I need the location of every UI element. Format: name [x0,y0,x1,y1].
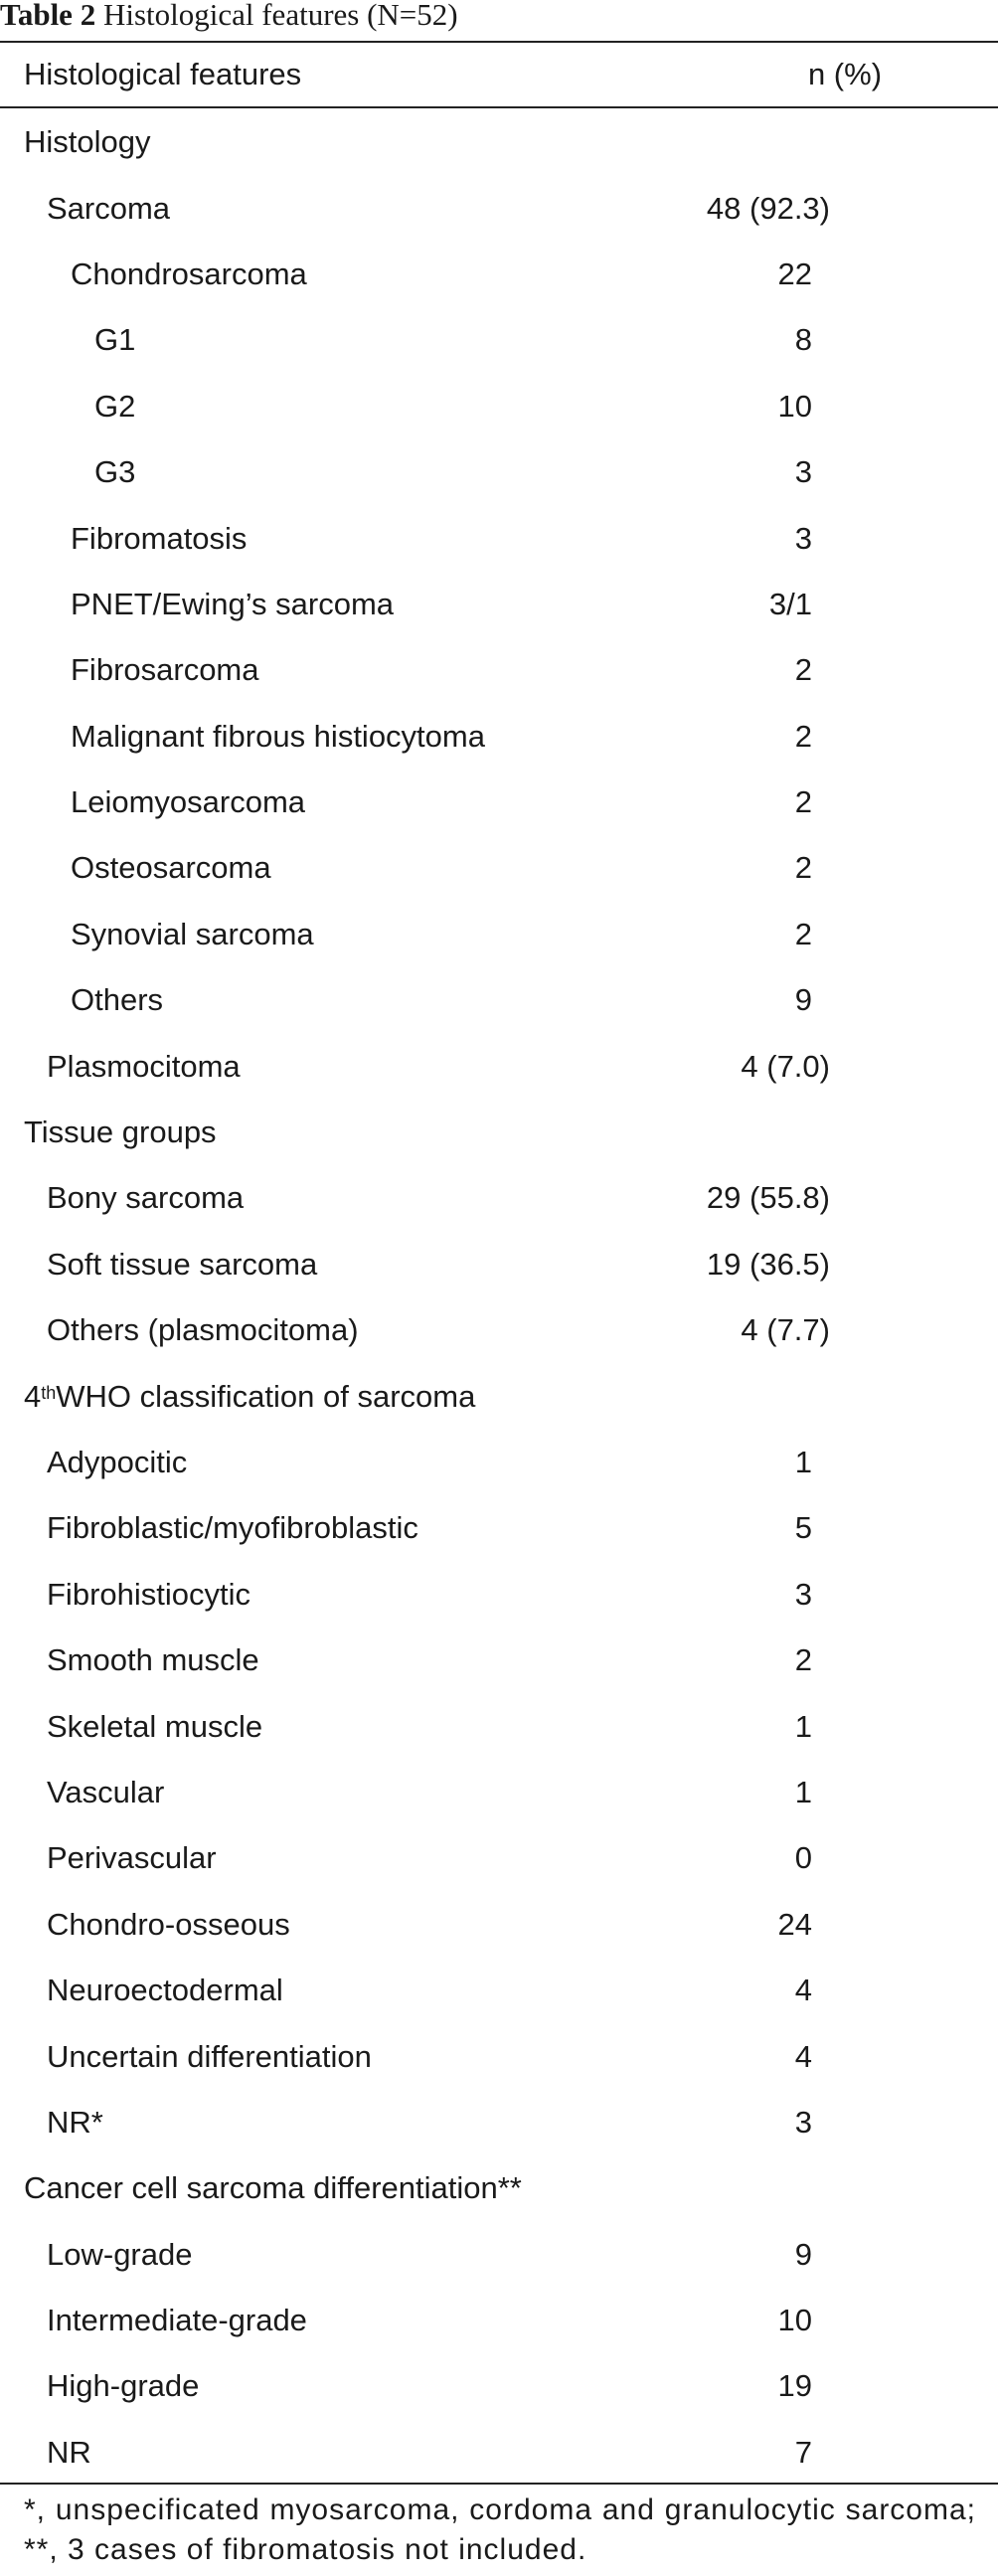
row-label [47,1562,250,1628]
table-row [0,902,998,967]
row-label-text: Fibrohistiocytic [47,1576,250,1612]
row-label-text: Adypocitic [47,1445,188,1479]
table-row [0,2155,998,2221]
row-value: 2 [794,718,812,754]
table-row [0,704,998,770]
row-label [71,835,271,901]
section-heading [24,1100,217,1165]
row-value: 19 [777,2368,812,2404]
row-label [47,1033,241,1099]
row-label [47,2222,192,2288]
table-row [0,175,998,241]
row-label-text: Plasmocitoma [47,1048,241,1084]
table-row [0,1100,998,1165]
row-value: 19 (36.5) [706,1246,830,1282]
row-label [47,175,170,241]
row-label-text: Malignant fibrous histiocytoma [71,718,485,754]
section-heading: 4 $^{th}$ WHO classification of sarcoma [24,1378,476,1414]
table-body [0,109,998,2486]
row-label-text: Others [71,982,164,1018]
row-label [47,1693,262,1759]
row-value: 9 [794,982,812,1018]
table-row [0,572,998,637]
row-label-text: Sarcoma [47,190,171,226]
row-label-text: Chondro-osseous [47,1906,290,1942]
table-row [0,1693,998,1759]
row-label [71,505,247,571]
table-caption [0,0,458,40]
row-label [47,1232,317,1297]
row-label-text: Synovial sarcoma [71,916,314,951]
row-label [47,1297,359,1363]
row-value: 9 [794,2236,812,2272]
row-label [47,2090,103,2155]
row-label-text: PNET/Ewing’s sarcoma [71,586,395,621]
row-value: 0 [794,1840,812,1876]
row-label-text: Bony sarcoma [47,1180,245,1216]
table-row [0,2353,998,2419]
header-features: Histological features [24,57,302,91]
row-label-text: Low-grade [47,2236,193,2272]
row-label [71,704,485,770]
table-row [0,2288,998,2353]
row-label [47,2023,372,2089]
row-value: 7 [794,2434,812,2470]
row-label-text: 4 [24,1378,42,1414]
table-footnote: *, unspecificated myosarcoma, cordoma and granulocytic sarcoma; **, 3 cases of fibromatosis not included. [24,2493,976,2566]
row-label-text: Intermediate-grade [47,2303,307,2338]
row-value: 1 [794,1708,812,1744]
row-label [47,1760,164,1825]
table-row [0,1430,998,1495]
row-label [71,770,305,835]
table-row [0,770,998,835]
row-label-text: Tissue groups [24,1115,217,1150]
table-title: Histological features (N=52) [102,0,458,32]
row-label-text: NR* [47,2104,103,2140]
row-value: 10 [777,2303,812,2338]
row-label [94,439,135,505]
row-label [47,2353,199,2419]
row-label-text: Soft tissue sarcoma [47,1246,318,1282]
table-row [0,1495,998,1561]
row-label [71,242,307,307]
row-label [47,1628,259,1693]
row-label-text: NR [47,2434,91,2470]
table-row [0,2023,998,2089]
row-value: 3 [794,520,812,556]
row-value: 2 [794,916,812,951]
table-row [0,307,998,373]
table-row [0,1033,998,1099]
row-label-text: Perivascular [47,1840,217,1876]
table-row [0,1232,998,1297]
row-label-text: G2 [94,388,136,424]
row-value: 1 [794,1774,812,1809]
table-row [0,1958,998,2023]
row-label-text: Cancer cell sarcoma differentiation** [24,2170,522,2206]
row-label-text: High-grade [47,2368,200,2404]
table-row [0,835,998,901]
row-label-text: Fibroblastic/myofibroblastic [47,1510,418,1546]
table-header [0,43,998,106]
table-row [0,2222,998,2288]
table-row [0,2420,998,2486]
row-label [47,1958,283,2023]
table-row [0,1825,998,1891]
row-label [47,1825,217,1891]
row-label [94,307,135,373]
row-label-text: Skeletal muscle [47,1708,263,1744]
row-label [47,1430,187,1495]
row-label-text: Leiomyosarcoma [71,784,306,820]
row-value: 2 [794,652,812,688]
header-rule [0,106,998,108]
row-value: 1 [794,1445,812,1479]
row-value: 5 [794,1510,812,1546]
header-n-percent: n (%) [807,57,883,91]
row-value: 2 [794,850,812,886]
row-value: 22 [777,256,812,291]
row-label-text: Histology [24,124,151,160]
table-row [0,1628,998,1693]
table-row [0,109,998,175]
row-label [47,2288,307,2353]
row-value: 4 (7.7) [741,1312,830,1348]
row-label-text: Osteosarcoma [71,850,271,886]
row-label-text: Smooth muscle [47,1642,259,1678]
table-row [0,637,998,703]
table-row [0,439,998,505]
row-value: 2 [794,784,812,820]
row-value: 24 [777,1906,812,1942]
row-label-text: Neuroectodermal [47,1973,283,2008]
row-value: 29 (55.8) [706,1180,830,1216]
row-label [47,2420,91,2486]
row-label-rest: WHO classification of sarcoma [56,1378,476,1414]
row-value: 3 [794,454,812,490]
row-label-text: Uncertain differentiation [47,2038,372,2074]
row-value: 3 [794,2104,812,2140]
row-value: 4 (7.0) [741,1048,830,1084]
row-label [94,374,135,439]
row-value: 3 [794,1576,812,1612]
row-value: 3/1 [768,586,812,621]
bottom-rule [0,2483,998,2485]
row-value: 4 [794,2038,812,2074]
table-row [0,1562,998,1628]
row-label-text: Others (plasmocitoma) [47,1312,359,1348]
row-label-text: G3 [94,454,136,490]
row-value: 2 [794,1642,812,1678]
row-label [47,1892,290,1958]
table-row [0,505,998,571]
row-label [71,637,259,703]
row-label-text: Chondrosarcoma [71,256,307,291]
row-value: 48 (92.3) [706,190,830,226]
row-label-text: Fibrosarcoma [71,652,259,688]
table-row [0,967,998,1033]
table-row [0,1760,998,1825]
table-row [0,374,998,439]
row-label [71,967,163,1033]
row-label-text: Vascular [47,1774,165,1809]
row-label [47,1495,418,1561]
row-value: 8 [794,322,812,358]
row-label-text: Fibromatosis [71,520,248,556]
section-heading [24,109,151,175]
table-row [0,2090,998,2155]
table-row [0,1892,998,1958]
table-row [0,242,998,307]
row-label [71,902,314,967]
row-label [47,1165,244,1231]
table-row [0,1165,998,1231]
row-label-text: G1 [94,322,136,358]
row-value: 10 [777,388,812,424]
table-row [0,1363,998,1429]
row-label [71,572,394,637]
table-row [0,1297,998,1363]
row-value: 4 [794,1973,812,2008]
section-heading [24,2155,522,2221]
table-label: Table 2 [0,0,96,32]
